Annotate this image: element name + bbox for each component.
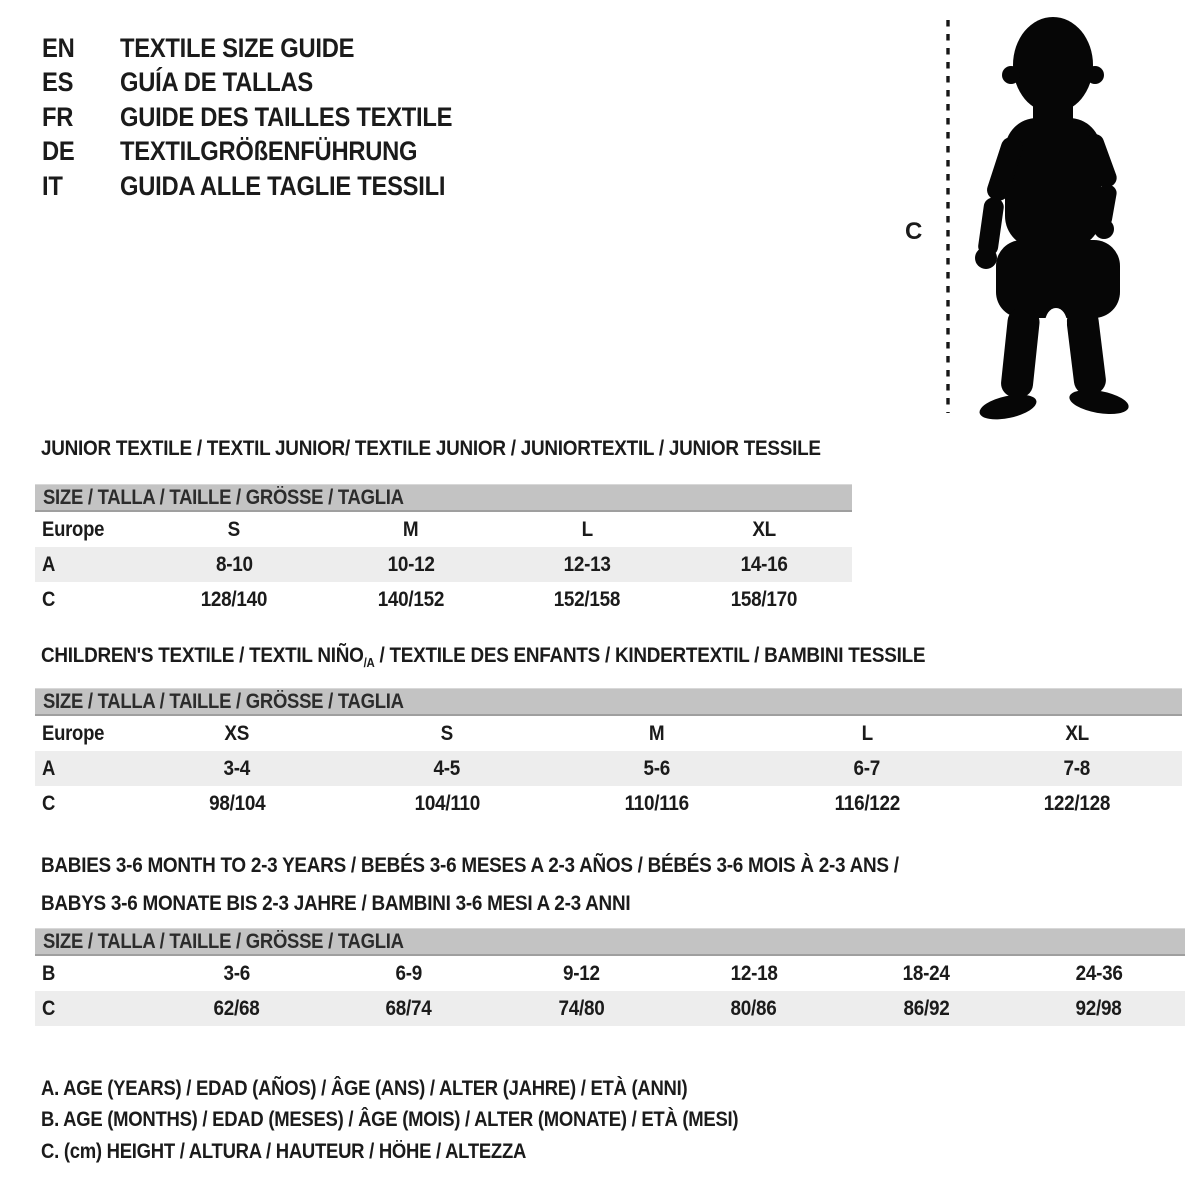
table-header-bar xyxy=(35,484,852,512)
table-cell xyxy=(499,588,676,612)
language-row xyxy=(42,135,498,170)
size-table-junior xyxy=(35,484,852,617)
table-cell xyxy=(552,757,762,781)
table-cell xyxy=(323,997,496,1021)
table-header-bar xyxy=(35,928,1185,956)
table-cell xyxy=(323,962,496,986)
table-cell xyxy=(972,722,1182,746)
language-code: IT xyxy=(42,170,63,201)
ear-left xyxy=(1002,66,1020,84)
toddler-silhouette-figure xyxy=(938,8,1154,420)
table-cell xyxy=(342,757,552,781)
table-cell xyxy=(146,518,323,542)
cell-value: 128/140 xyxy=(201,587,268,611)
table-cell xyxy=(840,962,1013,986)
cell-value: S xyxy=(228,517,241,541)
table-cell xyxy=(762,792,972,816)
table-row xyxy=(35,956,1185,991)
legend-line xyxy=(41,1136,833,1168)
table-row xyxy=(35,991,1185,1026)
table-cell xyxy=(668,962,841,986)
legend-text: A. AGE (YEARS) / EDAD (AÑOS) / ÂGE (ANS) / ALTER (JAHRE) / ETÀ (ANNI) xyxy=(41,1076,688,1100)
section-title-babies xyxy=(41,847,1016,922)
table-cell xyxy=(676,553,853,577)
cell-value: 110/116 xyxy=(624,791,690,815)
cell-value: 116/122 xyxy=(834,791,900,815)
table-cell xyxy=(1013,997,1186,1021)
table-cell xyxy=(552,792,762,816)
section-title-children xyxy=(41,643,1046,668)
cell-value: S xyxy=(440,721,454,745)
table-cell xyxy=(146,553,323,577)
hand-right xyxy=(1094,219,1114,239)
table-cell xyxy=(150,997,323,1021)
table-cell xyxy=(342,722,552,746)
hand-left xyxy=(975,247,997,269)
cell-value: 98/104 xyxy=(208,791,266,815)
table-cell xyxy=(323,588,500,612)
cell-value: 80/86 xyxy=(730,996,777,1020)
row-label: Europe xyxy=(42,517,105,541)
cell-value: 74/80 xyxy=(558,996,605,1020)
size-table-children xyxy=(35,688,1182,821)
cell-value: 62/68 xyxy=(213,996,260,1020)
row-label: B xyxy=(42,961,56,985)
section-title-junior xyxy=(41,436,927,461)
language-row xyxy=(42,66,498,101)
cell-value: 3-4 xyxy=(223,756,251,780)
cell-value: 9-12 xyxy=(562,961,600,985)
table-cell xyxy=(668,997,841,1021)
cell-value: 104/110 xyxy=(414,791,480,815)
measurement-legend xyxy=(41,1073,833,1168)
table-header-label: SIZE / TALLA / TAILLE / GRÖSSE / TAGLIA xyxy=(43,929,404,953)
legend-line xyxy=(41,1073,833,1105)
section-title-line2: BABYS 3-6 MONATE BIS 2-3 JAHRE / BAMBINI 3-6 MESI A 2-3 ANNI xyxy=(41,890,631,915)
legend-text: B. AGE (MONTHS) / EDAD (MESES) / ÂGE (MOIS) / ALTER (MONATE) / ETÀ (MESI) xyxy=(41,1108,739,1132)
cell-value: 122/128 xyxy=(1043,791,1111,815)
table-row xyxy=(35,582,852,617)
table-cell xyxy=(972,757,1182,781)
row-label: Europe xyxy=(42,721,105,745)
cell-value: 68/74 xyxy=(385,996,432,1020)
table-row xyxy=(35,547,852,582)
language-code: EN xyxy=(42,32,75,63)
language-row xyxy=(42,100,498,135)
cell-value: XS xyxy=(224,721,250,745)
cell-value: L xyxy=(861,721,873,745)
cell-value: M xyxy=(649,721,665,745)
row-label: C xyxy=(42,996,56,1020)
cell-value: 12-13 xyxy=(563,552,611,576)
cell-value: 6-9 xyxy=(395,961,422,985)
legend-text: C. (cm) HEIGHT / ALTURA / HAUTEUR / HÖHE / ALTEZZA xyxy=(41,1139,527,1163)
table-cell xyxy=(495,962,668,986)
cell-value: XL xyxy=(751,517,776,541)
table-header-label: SIZE / TALLA / TAILLE / GRÖSSE / TAGLIA xyxy=(43,485,404,509)
table-body xyxy=(35,716,1182,821)
language-name: GUIDA ALLE TAGLIE TESSILI xyxy=(120,170,446,201)
table-cell xyxy=(132,722,342,746)
cell-value: 24-36 xyxy=(1075,961,1123,985)
cell-value: XL xyxy=(1065,721,1089,745)
cell-value: 18-24 xyxy=(902,961,950,985)
language-row xyxy=(42,31,498,66)
language-code: FR xyxy=(42,101,74,132)
row-label: C xyxy=(42,587,56,611)
language-code: ES xyxy=(42,67,74,98)
cell-value: 86/92 xyxy=(903,996,950,1020)
cell-value: 4-5 xyxy=(433,756,461,780)
toddler-silhouette xyxy=(975,17,1130,420)
table-cell xyxy=(150,962,323,986)
cell-value: 6-7 xyxy=(853,756,881,780)
torso xyxy=(1005,118,1101,248)
cell-value: 8-10 xyxy=(215,552,253,576)
language-row xyxy=(42,169,498,204)
table-body xyxy=(35,956,1185,1026)
legend-line xyxy=(41,1105,833,1137)
crotch-notch xyxy=(1045,308,1067,338)
table-cell xyxy=(323,518,500,542)
table-cell xyxy=(323,553,500,577)
cell-value: 158/170 xyxy=(730,587,797,611)
row-label: C xyxy=(42,791,56,815)
table-cell xyxy=(132,792,342,816)
section-title-text: CHILDREN'S TEXTILE / TEXTIL $NIÑO_{/A}$ / TEXTILE DES ENFANTS / KINDERTEXTIL / BAMBINI TESSILE xyxy=(41,643,926,670)
language-name: TEXTILGRÖßENFÜHRUNG xyxy=(120,136,418,167)
cell-value: 152/158 xyxy=(554,587,621,611)
table-cell xyxy=(840,997,1013,1021)
table-row xyxy=(35,512,852,547)
cell-value: L xyxy=(581,517,593,541)
section-title-line1: BABIES 3-6 MONTH TO 2-3 YEARS / BEBÉS 3-6 MESES A 2-3 AÑOS / BÉBÉS 3-6 MOIS À 2-3 ANS / xyxy=(41,853,899,877)
height-measure-label: C xyxy=(905,218,923,245)
table-cell xyxy=(1013,962,1186,986)
row-label: A xyxy=(42,756,56,780)
table-header-bar xyxy=(35,688,1182,716)
table-row xyxy=(35,751,1182,786)
language-title-list xyxy=(42,31,498,204)
table-cell xyxy=(676,588,853,612)
table-body xyxy=(35,512,852,617)
section-title-text: JUNIOR TEXTILE / TEXTIL JUNIOR/ TEXTILE JUNIOR / JUNIORTEXTIL / JUNIOR TESSILE xyxy=(41,436,821,460)
table-row xyxy=(35,716,1182,751)
table-cell xyxy=(342,792,552,816)
cell-value: M xyxy=(403,517,419,541)
cell-value: 14-16 xyxy=(740,552,788,576)
table-row xyxy=(35,786,1182,821)
table-cell xyxy=(762,757,972,781)
table-cell xyxy=(972,792,1182,816)
table-cell xyxy=(499,553,676,577)
cell-value: 3-6 xyxy=(222,961,250,985)
table-cell xyxy=(499,518,676,542)
language-name: GUIDE DES TAILLES TEXTILE xyxy=(120,101,453,132)
size-table-babies xyxy=(35,928,1185,1026)
cell-value: 10-12 xyxy=(387,552,435,576)
table-header-label: SIZE / TALLA / TAILLE / GRÖSSE / TAGLIA xyxy=(43,689,404,713)
cell-value: 5-6 xyxy=(643,756,671,780)
ear-right xyxy=(1086,66,1104,84)
language-code: DE xyxy=(42,136,75,167)
row-label: A xyxy=(42,552,56,576)
cell-value: 92/98 xyxy=(1075,996,1122,1020)
shorts xyxy=(996,240,1120,318)
table-cell xyxy=(132,757,342,781)
table-cell xyxy=(146,588,323,612)
table-cell xyxy=(495,997,668,1021)
cell-value: 140/152 xyxy=(377,587,444,611)
table-cell xyxy=(552,722,762,746)
table-cell xyxy=(676,518,853,542)
cell-value: 12-18 xyxy=(730,961,778,985)
language-name: TEXTILE SIZE GUIDE xyxy=(120,32,355,63)
cell-value: 7-8 xyxy=(1063,756,1091,780)
gender-subscript: /A xyxy=(363,655,375,670)
table-cell xyxy=(762,722,972,746)
language-name: GUÍA DE TALLAS xyxy=(120,67,313,98)
